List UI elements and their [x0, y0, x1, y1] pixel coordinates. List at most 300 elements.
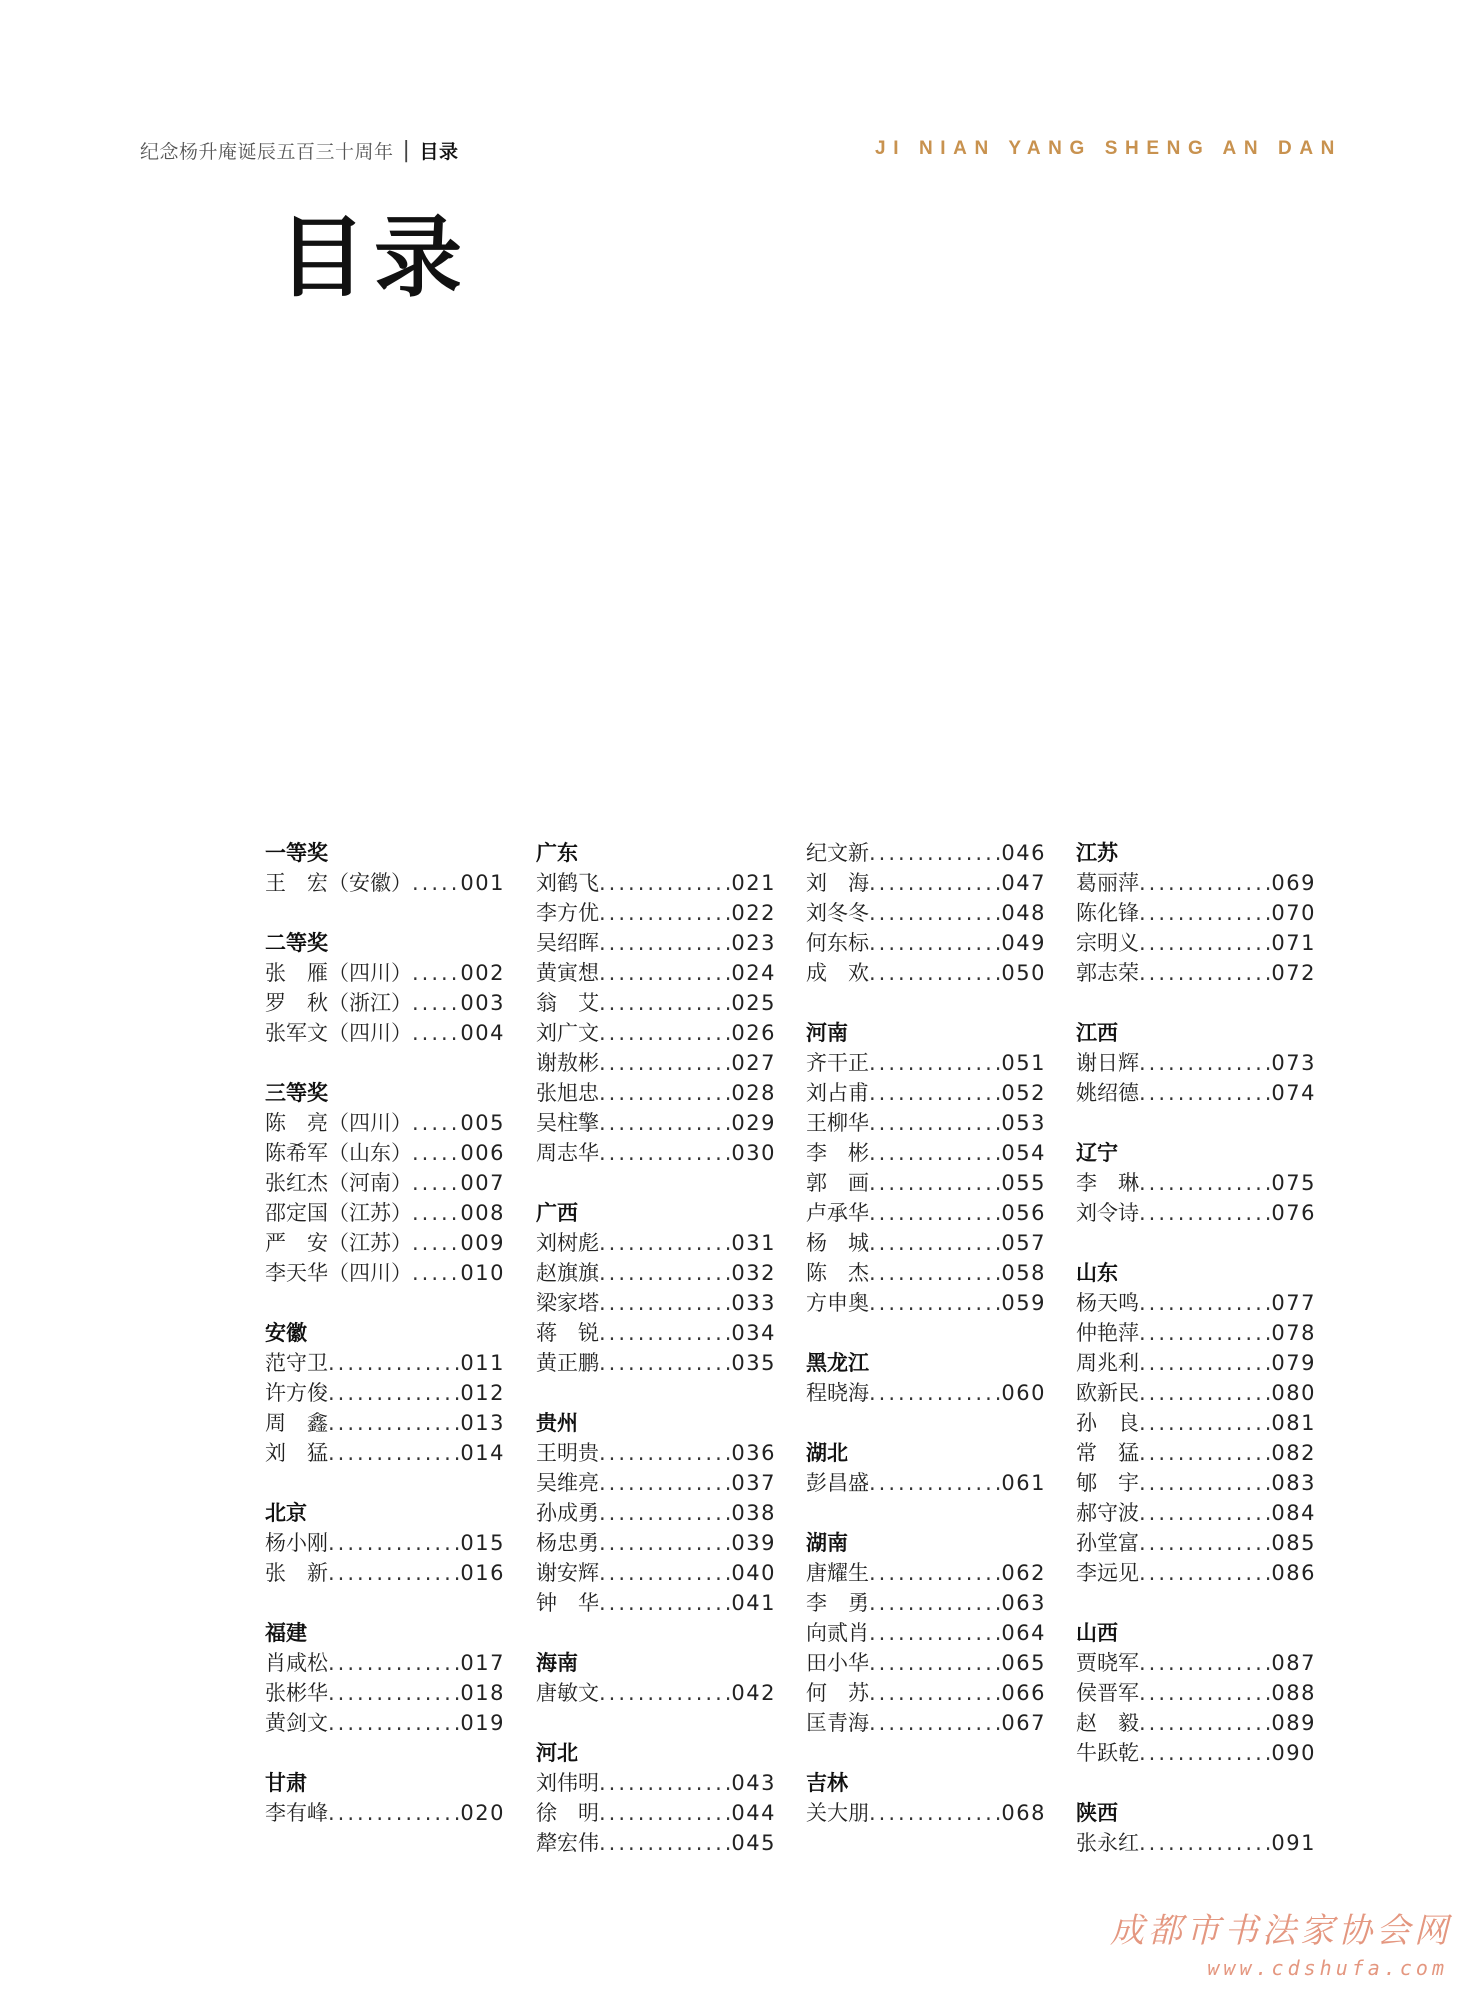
entry-page-number: 053	[1001, 1111, 1046, 1135]
toc-entry	[806, 1288, 1046, 1318]
entry-name: 刘冬冬	[806, 901, 869, 925]
toc-entry	[536, 1498, 776, 1528]
toc-entry	[265, 988, 505, 1018]
section-gap	[806, 1498, 1046, 1528]
entry-page-number: 038	[731, 1501, 776, 1525]
entry-page-number: 074	[1271, 1081, 1316, 1105]
entry-name: 陈 杰	[806, 1261, 869, 1285]
dot-leader	[328, 1348, 460, 1378]
dot-leader	[869, 1198, 1001, 1228]
dot-leader	[412, 868, 460, 898]
entry-page-number: 064	[1001, 1621, 1046, 1645]
dot-leader	[412, 988, 460, 1018]
dot-leader	[599, 1318, 731, 1348]
toc-column-1	[265, 838, 505, 1828]
entry-page-number: 049	[1001, 931, 1046, 955]
dot-leader	[869, 1138, 1001, 1168]
toc-entry	[1076, 898, 1316, 928]
toc-entry	[536, 1078, 776, 1108]
dot-leader	[412, 1108, 460, 1138]
entry-page-number: 023	[731, 931, 776, 955]
entry-page-number: 080	[1271, 1381, 1316, 1405]
dot-leader	[328, 1528, 460, 1558]
dot-leader	[869, 898, 1001, 928]
entry-page-number: 058	[1001, 1261, 1046, 1285]
entry-name: 陈 亮（四川）	[265, 1111, 412, 1135]
toc-entry	[536, 1048, 776, 1078]
entry-page-number: 024	[731, 961, 776, 985]
dot-leader	[1139, 1318, 1271, 1348]
entry-name: 刘鹤飞	[536, 871, 599, 895]
toc-entry	[806, 898, 1046, 928]
entry-name: 邵定国（江苏）	[265, 1201, 412, 1225]
entry-page-number: 025	[731, 991, 776, 1015]
dot-leader	[869, 1168, 1001, 1198]
entry-name: 贾晓军	[1076, 1651, 1139, 1675]
section-gap	[265, 1738, 505, 1768]
toc-entry	[806, 928, 1046, 958]
dot-leader	[599, 1678, 731, 1708]
toc-entry	[265, 1648, 505, 1678]
entry-name: 王柳华	[806, 1111, 869, 1135]
toc-section-heading: 湖南	[806, 1531, 848, 1555]
entry-name: 姚绍德	[1076, 1081, 1139, 1105]
entry-name: 蒋 锐	[536, 1321, 599, 1345]
entry-name: 侯晋军	[1076, 1681, 1139, 1705]
toc-entry	[265, 1258, 505, 1288]
dot-leader	[599, 1798, 731, 1828]
toc-entry	[536, 1138, 776, 1168]
entry-name: 孙堂富	[1076, 1531, 1139, 1555]
entry-page-number: 081	[1271, 1411, 1316, 1435]
dot-leader	[599, 958, 731, 988]
entry-name: 张军文（四川）	[265, 1021, 412, 1045]
entry-page-number: 034	[731, 1321, 776, 1345]
entry-page-number: 003	[460, 991, 505, 1015]
toc-section-heading: 北京	[265, 1501, 307, 1525]
dot-leader	[412, 1228, 460, 1258]
dot-leader	[869, 1588, 1001, 1618]
toc-entry	[265, 958, 505, 988]
dot-leader	[599, 1528, 731, 1558]
toc-entry	[265, 1168, 505, 1198]
entry-name: 李有峰	[265, 1801, 328, 1825]
entry-name: 周兆利	[1076, 1351, 1139, 1375]
entry-name: 关大朋	[806, 1801, 869, 1825]
entry-page-number: 042	[731, 1681, 776, 1705]
toc-section-heading: 湖北	[806, 1441, 848, 1465]
entry-name: 杨忠勇	[536, 1531, 599, 1555]
toc-entry	[265, 1438, 505, 1468]
section-gap	[265, 1588, 505, 1618]
dot-leader	[869, 1468, 1001, 1498]
toc-entry	[806, 1798, 1046, 1828]
entry-name: 郝守波	[1076, 1501, 1139, 1525]
toc-column-4	[1076, 838, 1316, 1858]
entry-page-number: 045	[731, 1831, 776, 1855]
entry-name: 程晓海	[806, 1381, 869, 1405]
section-gap	[265, 1048, 505, 1078]
header-separator: |	[402, 137, 411, 163]
entry-page-number: 028	[731, 1081, 776, 1105]
dot-leader	[599, 898, 731, 928]
entry-name: 孙 良	[1076, 1411, 1139, 1435]
toc-entry	[1076, 1558, 1316, 1588]
entry-name: 李 彬	[806, 1141, 869, 1165]
entry-page-number: 020	[460, 1801, 505, 1825]
entry-name: 郭志荣	[1076, 961, 1139, 985]
entry-name: 刘树彪	[536, 1231, 599, 1255]
dot-leader	[1139, 1468, 1271, 1498]
dot-leader	[1139, 1378, 1271, 1408]
toc-entry	[536, 1558, 776, 1588]
entry-name: 田小华	[806, 1651, 869, 1675]
toc-entry	[1076, 1168, 1316, 1198]
entry-page-number: 085	[1271, 1531, 1316, 1555]
entry-page-number: 060	[1001, 1381, 1046, 1405]
toc-entry	[265, 1408, 505, 1438]
toc-section-heading: 安徽	[265, 1321, 307, 1345]
dot-leader	[1139, 1828, 1271, 1858]
section-gap	[536, 1618, 776, 1648]
toc-entry	[265, 1018, 505, 1048]
toc-section-heading: 三等奖	[265, 1081, 328, 1105]
entry-name: 张红杰（河南）	[265, 1171, 412, 1195]
entry-page-number: 062	[1001, 1561, 1046, 1585]
entry-name: 王 宏（安徽）	[265, 871, 412, 895]
entry-page-number: 082	[1271, 1441, 1316, 1465]
toc-entry	[536, 898, 776, 928]
dot-leader	[1139, 1048, 1271, 1078]
toc-entry	[536, 1798, 776, 1828]
toc-entry	[536, 1228, 776, 1258]
toc-entry	[536, 928, 776, 958]
toc-entry	[806, 1168, 1046, 1198]
dot-leader	[1139, 1558, 1271, 1588]
toc-column-3	[806, 838, 1046, 1828]
dot-leader	[328, 1798, 460, 1828]
entry-page-number: 048	[1001, 901, 1046, 925]
entry-name: 罗 秋（浙江）	[265, 991, 412, 1015]
dot-leader	[599, 1438, 731, 1468]
toc-section-heading: 一等奖	[265, 841, 328, 865]
entry-page-number: 044	[731, 1801, 776, 1825]
toc-entry	[536, 988, 776, 1018]
toc-section-heading: 黑龙江	[806, 1351, 869, 1375]
entry-page-number: 021	[731, 871, 776, 895]
entry-page-number: 017	[460, 1651, 505, 1675]
entry-page-number: 075	[1271, 1171, 1316, 1195]
dot-leader	[869, 1078, 1001, 1108]
toc-entry	[1076, 1528, 1316, 1558]
entry-name: 陈化锋	[1076, 901, 1139, 925]
entry-name: 范守卫	[265, 1351, 328, 1375]
watermark-text: 成都市书法家协会网	[1110, 1911, 1452, 1951]
entry-name: 仲艳萍	[1076, 1321, 1139, 1345]
entry-name: 刘广文	[536, 1021, 599, 1045]
toc-entry	[1076, 1708, 1316, 1738]
dot-leader	[412, 958, 460, 988]
toc-entry	[536, 1018, 776, 1048]
toc-entry	[1076, 1468, 1316, 1498]
entry-page-number: 056	[1001, 1201, 1046, 1225]
dot-leader	[599, 928, 731, 958]
entry-name: 肖咸松	[265, 1651, 328, 1675]
entry-page-number: 070	[1271, 901, 1316, 925]
entry-page-number: 065	[1001, 1651, 1046, 1675]
dot-leader	[1139, 868, 1271, 898]
entry-page-number: 027	[731, 1051, 776, 1075]
toc-section-heading: 甘肃	[265, 1771, 307, 1795]
section-gap	[1076, 1228, 1316, 1258]
dot-leader	[1139, 1648, 1271, 1678]
toc-entry	[806, 1138, 1046, 1168]
toc-section-heading: 海南	[536, 1651, 578, 1675]
section-gap	[806, 1738, 1046, 1768]
dot-leader	[869, 1678, 1001, 1708]
toc-entry	[1076, 928, 1316, 958]
dot-leader	[1139, 1288, 1271, 1318]
toc-entry	[536, 1318, 776, 1348]
toc-entry	[1076, 1438, 1316, 1468]
section-gap	[806, 1318, 1046, 1348]
entry-name: 黄寅想	[536, 961, 599, 985]
toc-entry	[1076, 1378, 1316, 1408]
entry-page-number: 019	[460, 1711, 505, 1735]
section-gap	[1076, 1768, 1316, 1798]
entry-name: 吴柱擎	[536, 1111, 599, 1135]
entry-page-number: 088	[1271, 1681, 1316, 1705]
entry-name: 许方俊	[265, 1381, 328, 1405]
entry-name: 刘令诗	[1076, 1201, 1139, 1225]
toc-entry	[536, 1768, 776, 1798]
toc-entry	[1076, 1738, 1316, 1768]
dot-leader	[412, 1198, 460, 1228]
entry-name: 犛宏伟	[536, 1831, 599, 1855]
dot-leader	[869, 1288, 1001, 1318]
toc-entry	[806, 1648, 1046, 1678]
dot-leader	[328, 1558, 460, 1588]
dot-leader	[1139, 1438, 1271, 1468]
entry-name: 葛丽萍	[1076, 871, 1139, 895]
entry-page-number: 090	[1271, 1741, 1316, 1765]
entry-page-number: 077	[1271, 1291, 1316, 1315]
entry-name: 陈希军（山东）	[265, 1141, 412, 1165]
toc-section-heading: 二等奖	[265, 931, 328, 955]
entry-page-number: 015	[460, 1531, 505, 1555]
entry-name: 吴维亮	[536, 1471, 599, 1495]
dot-leader	[1139, 898, 1271, 928]
toc-entry	[806, 1588, 1046, 1618]
entry-page-number: 071	[1271, 931, 1316, 955]
entry-name: 李天华（四川）	[265, 1261, 412, 1285]
entry-page-number: 001	[460, 871, 505, 895]
dot-leader	[599, 1468, 731, 1498]
section-gap	[265, 898, 505, 928]
section-gap	[1076, 988, 1316, 1018]
entry-page-number: 041	[731, 1591, 776, 1615]
toc-entry	[536, 1348, 776, 1378]
toc-entry	[806, 1078, 1046, 1108]
entry-page-number: 089	[1271, 1711, 1316, 1735]
toc-section-heading: 江西	[1076, 1021, 1118, 1045]
entry-page-number: 010	[460, 1261, 505, 1285]
dot-leader	[1139, 1528, 1271, 1558]
dot-leader	[869, 838, 1001, 868]
entry-name: 谢安辉	[536, 1561, 599, 1585]
entry-page-number: 031	[731, 1231, 776, 1255]
toc-entry	[806, 1678, 1046, 1708]
entry-page-number: 068	[1001, 1801, 1046, 1825]
toc-entry	[806, 1558, 1046, 1588]
entry-name: 何东标	[806, 931, 869, 955]
toc-entry	[265, 868, 505, 898]
entry-name: 李 勇	[806, 1591, 869, 1615]
entry-page-number: 026	[731, 1021, 776, 1045]
dot-leader	[328, 1648, 460, 1678]
entry-page-number: 057	[1001, 1231, 1046, 1255]
toc-entry	[536, 1828, 776, 1858]
entry-name: 张 新	[265, 1561, 328, 1585]
entry-name: 成 欢	[806, 961, 869, 985]
entry-page-number: 014	[460, 1441, 505, 1465]
dot-leader	[1139, 1408, 1271, 1438]
toc-entry	[806, 868, 1046, 898]
dot-leader	[1139, 1078, 1271, 1108]
dot-leader	[328, 1408, 460, 1438]
entry-page-number: 046	[1001, 841, 1046, 865]
dot-leader	[599, 1768, 731, 1798]
toc-entry	[1076, 1828, 1316, 1858]
entry-name: 郇 宇	[1076, 1471, 1139, 1495]
entry-page-number: 052	[1001, 1081, 1046, 1105]
toc-entry	[806, 1618, 1046, 1648]
entry-name: 纪文新	[806, 841, 869, 865]
toc-entry	[536, 958, 776, 988]
dot-leader	[1139, 1168, 1271, 1198]
dot-leader	[869, 1258, 1001, 1288]
header-pinyin: JI NIAN YANG SHENG AN DAN	[875, 138, 1342, 159]
toc-entry	[536, 1678, 776, 1708]
entry-name: 李 琳	[1076, 1171, 1139, 1195]
toc-entry	[1076, 1078, 1316, 1108]
toc-entry	[1076, 1198, 1316, 1228]
dot-leader	[599, 1228, 731, 1258]
toc-section-heading: 吉林	[806, 1771, 848, 1795]
toc-entry	[1076, 1318, 1316, 1348]
toc-entry	[265, 1198, 505, 1228]
dot-leader	[869, 1048, 1001, 1078]
entry-name: 彭昌盛	[806, 1471, 869, 1495]
dot-leader	[869, 1648, 1001, 1678]
toc-section-heading: 河南	[806, 1021, 848, 1045]
toc-entry	[265, 1558, 505, 1588]
toc-entry	[536, 1528, 776, 1558]
entry-page-number: 051	[1001, 1051, 1046, 1075]
header-section: 目录	[419, 141, 459, 163]
dot-leader	[412, 1018, 460, 1048]
section-gap	[265, 1288, 505, 1318]
entry-name: 梁家塔	[536, 1291, 599, 1315]
entry-name: 黄剑文	[265, 1711, 328, 1735]
entry-page-number: 087	[1271, 1651, 1316, 1675]
entry-page-number: 035	[731, 1351, 776, 1375]
toc-entry	[806, 1258, 1046, 1288]
toc-entry	[265, 1228, 505, 1258]
entry-page-number: 086	[1271, 1561, 1316, 1585]
entry-name: 常 猛	[1076, 1441, 1139, 1465]
entry-page-number: 066	[1001, 1681, 1046, 1705]
toc-entry	[806, 838, 1046, 868]
toc-entry	[806, 1228, 1046, 1258]
entry-page-number: 050	[1001, 961, 1046, 985]
toc-entry	[1076, 1498, 1316, 1528]
entry-page-number: 032	[731, 1261, 776, 1285]
entry-page-number: 079	[1271, 1351, 1316, 1375]
toc-entry	[265, 1678, 505, 1708]
dot-leader	[599, 1018, 731, 1048]
toc-section-heading: 广东	[536, 841, 578, 865]
dot-leader	[412, 1138, 460, 1168]
dot-leader	[599, 1138, 731, 1168]
entry-page-number: 002	[460, 961, 505, 985]
dot-leader	[869, 958, 1001, 988]
entry-name: 李方优	[536, 901, 599, 925]
entry-name: 周志华	[536, 1141, 599, 1165]
toc-entry	[806, 1048, 1046, 1078]
section-gap	[536, 1708, 776, 1738]
entry-name: 张旭忠	[536, 1081, 599, 1105]
toc-section-heading: 山东	[1076, 1261, 1118, 1285]
entry-page-number: 033	[731, 1291, 776, 1315]
entry-name: 杨小刚	[265, 1531, 328, 1555]
toc-entry	[536, 1288, 776, 1318]
entry-name: 牛跃乾	[1076, 1741, 1139, 1765]
dot-leader	[328, 1378, 460, 1408]
entry-page-number: 043	[731, 1771, 776, 1795]
section-gap	[1076, 1108, 1316, 1138]
toc-entry	[536, 1588, 776, 1618]
entry-page-number: 054	[1001, 1141, 1046, 1165]
toc-section-heading: 辽宁	[1076, 1141, 1118, 1165]
entry-name: 刘占甫	[806, 1081, 869, 1105]
section-gap	[1076, 1588, 1316, 1618]
dot-leader	[599, 1288, 731, 1318]
entry-name: 宗明义	[1076, 931, 1139, 955]
dot-leader	[599, 1588, 731, 1618]
dot-leader	[869, 1708, 1001, 1738]
dot-leader	[599, 1348, 731, 1378]
dot-leader	[869, 868, 1001, 898]
entry-name: 李远见	[1076, 1561, 1139, 1585]
toc-entry	[265, 1348, 505, 1378]
toc-entry	[265, 1138, 505, 1168]
entry-page-number: 007	[460, 1171, 505, 1195]
entry-name: 张 雁（四川）	[265, 961, 412, 985]
toc-entry	[1076, 1048, 1316, 1078]
entry-page-number: 030	[731, 1141, 776, 1165]
toc-entry	[265, 1378, 505, 1408]
dot-leader	[869, 1798, 1001, 1828]
dot-leader	[1139, 1708, 1271, 1738]
entry-page-number: 008	[460, 1201, 505, 1225]
entry-page-number: 039	[731, 1531, 776, 1555]
entry-page-number: 040	[731, 1561, 776, 1585]
dot-leader	[869, 1108, 1001, 1138]
book-title: 纪念杨升庵诞辰五百三十周年	[140, 141, 394, 163]
entry-page-number: 084	[1271, 1501, 1316, 1525]
entry-name: 杨 城	[806, 1231, 869, 1255]
